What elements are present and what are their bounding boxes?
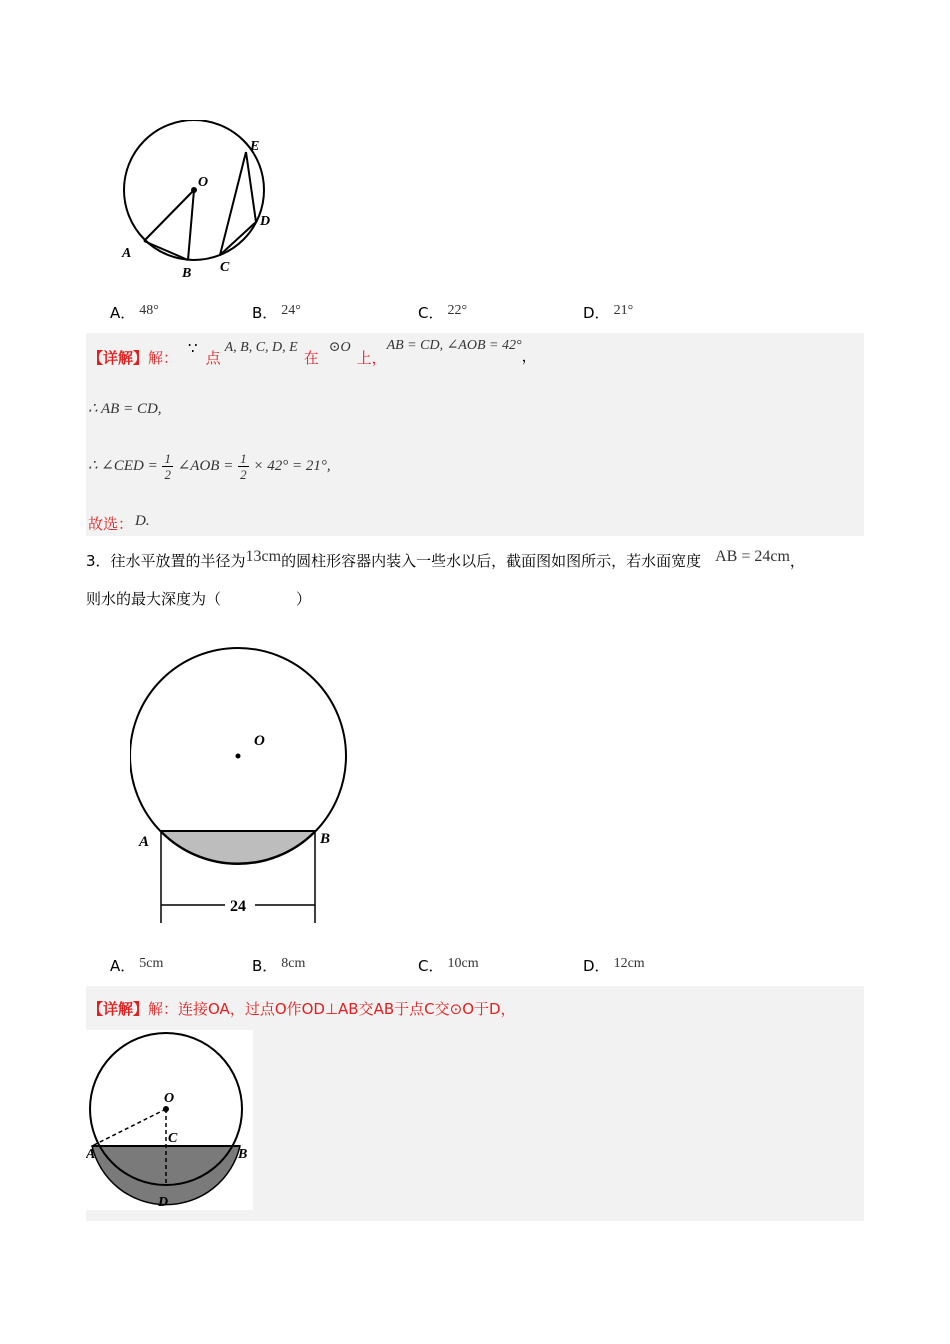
option-value: 22°	[447, 303, 468, 318]
solution-center-dot	[163, 1106, 169, 1112]
q3-option-a	[110, 955, 163, 976]
option-label: C．	[418, 304, 444, 322]
q2-label-d: D	[260, 214, 271, 229]
option-value: 12cm	[613, 956, 645, 971]
option-value: 24°	[281, 303, 301, 318]
frac-den: 2	[240, 467, 247, 482]
q3-figure	[130, 645, 360, 930]
sol-label-d: D	[158, 1195, 169, 1210]
option-value: 48°	[139, 303, 159, 318]
comma: ，	[521, 349, 537, 365]
frac-den: 2	[164, 467, 171, 482]
sol-label-o: O	[164, 1091, 175, 1106]
choose-word: 故选：	[88, 515, 134, 533]
q3-stem-line2: 则水的最大深度为（ ）	[86, 590, 312, 608]
option-label: A．	[110, 957, 136, 975]
option-value: 8cm	[281, 956, 306, 971]
stem-part1: 3．往水平放置的半径为	[86, 552, 246, 570]
q3-solution-figure-box	[86, 1030, 253, 1210]
q2-label-b: B	[182, 266, 192, 281]
option-label: A．	[110, 304, 136, 322]
q3-stem-line1	[86, 550, 805, 571]
q3-solution-figure	[86, 1030, 253, 1210]
q2-option-d	[583, 302, 633, 323]
q2-segment-ed	[246, 152, 256, 222]
on-word: 在	[303, 349, 319, 367]
water-segment	[161, 831, 315, 863]
solution-text: 解：连接OA，过点O作OD⊥AB交AB于点C交⊙O于D，	[148, 1000, 516, 1018]
option-label: B．	[252, 304, 278, 322]
option-label: B．	[252, 957, 278, 975]
sol-label-b: B	[238, 1147, 248, 1162]
q2-center-dot	[191, 187, 197, 193]
half-fraction-1	[162, 451, 173, 482]
because-symbol: ∵	[188, 341, 198, 357]
q3-solution-panel	[86, 986, 864, 1221]
circle-o: ⊙O	[328, 340, 351, 355]
q2-option-b	[252, 302, 301, 323]
q3-solution-line1	[88, 998, 516, 1019]
q2-segment-ab	[144, 241, 188, 260]
q2-segment-oa	[144, 190, 194, 241]
stem-part3: ，	[789, 552, 805, 570]
q2-solution-panel	[86, 333, 864, 536]
sol-label-a: A	[86, 1147, 96, 1162]
option-value: 10cm	[447, 956, 479, 971]
line3-right: × 42° = 21°,	[253, 457, 331, 474]
option-label: D．	[583, 957, 610, 975]
q2-figure	[110, 120, 290, 290]
q3-label-o: O	[254, 733, 265, 749]
q2-solution-line3	[88, 451, 331, 482]
q2-label-o: O	[198, 175, 209, 190]
on-word-2: 上，	[356, 349, 387, 367]
q2-label-c: C	[220, 260, 230, 275]
point-word: 点	[205, 349, 221, 367]
segment-oa-dashed	[92, 1109, 166, 1146]
half-fraction-2	[238, 451, 249, 482]
line3-left: ∴ ∠CED =	[88, 457, 158, 474]
frac-num: 1	[240, 451, 247, 466]
q3-label-a: A	[139, 834, 150, 850]
q2-solution-line2: ∴ AB = CD,	[88, 401, 162, 417]
points-list: A, B, C, D, E	[224, 340, 298, 355]
q2-segment-cd	[220, 222, 256, 255]
option-label: D．	[583, 304, 610, 322]
q3-option-d	[583, 955, 645, 976]
q2-option-c	[418, 302, 467, 323]
solution-tag: 【详解】	[88, 349, 149, 367]
q3-option-c	[418, 955, 479, 976]
sol-label-c: C	[168, 1131, 178, 1146]
q2-solution-line1	[88, 338, 537, 368]
option-value: 21°	[613, 303, 634, 318]
option-value: 5cm	[139, 956, 164, 971]
line3-mid: ∠AOB =	[177, 457, 234, 474]
q2-segment-ob	[188, 190, 194, 260]
q2-solution-choice	[88, 513, 150, 534]
stem-part2: 的圆柱形容器内装入一些水以后，截面图如图所示，若水面宽度	[281, 552, 702, 570]
q2-label-a: A	[122, 246, 132, 261]
q3-label-width: 24	[230, 898, 246, 915]
width-value: AB = 24cm	[715, 548, 790, 565]
condition: AB = CD, ∠AOB = 42°	[386, 338, 522, 353]
option-label: C．	[418, 957, 444, 975]
q2-option-a	[110, 302, 159, 323]
choose-value: D.	[135, 513, 150, 529]
radius-value: 13cm	[245, 548, 282, 565]
q2-label-e: E	[250, 139, 260, 154]
frac-num: 1	[164, 451, 171, 466]
solution-tag: 【详解】	[88, 1000, 149, 1018]
solution-intro: 解：	[148, 349, 179, 367]
q3-option-b	[252, 955, 305, 976]
q3-label-b: B	[320, 831, 331, 847]
q3-center-dot	[236, 754, 241, 759]
